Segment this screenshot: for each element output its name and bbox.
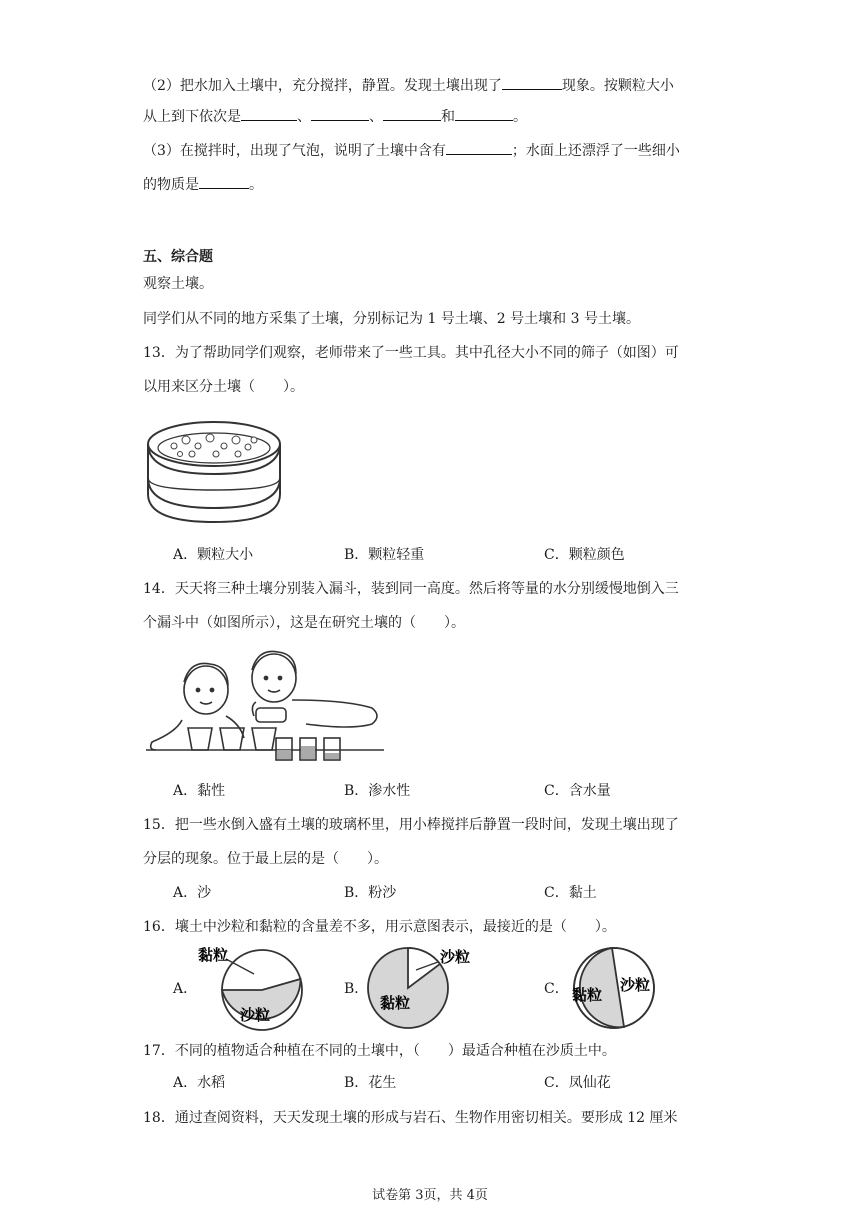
answer-blank[interactable] [199,174,249,189]
answer-blank[interactable] [311,106,369,121]
answer-blank[interactable] [502,75,562,90]
answer-blank[interactable] [241,106,297,121]
q15-line-1: 15．把一些水倒入盛有土壤的玻璃杯里，用小棒搅拌后静置一段时间，发现土壤出现了 [143,817,679,833]
q13-option-c[interactable]: C．颗粒颜色 [544,547,625,563]
pie-a-label-top: 黏粒 [198,946,229,964]
q16-option-c[interactable]: C． [544,981,569,997]
q3-text-c: 的物质是 [143,177,199,193]
separator: 、 [297,109,311,125]
q2-text-b: 现象。按颗粒大小 [561,78,674,94]
question-3-line-1 [143,140,680,161]
q14-option-b[interactable]: B．渗水性 [344,783,411,799]
section-title: 五、综合题 [143,249,213,265]
separator: 。 [513,109,527,125]
pie-c-label-right: 沙粒 [620,976,651,994]
q15-line-2: 分层的现象。位于最上层的是（ ）。 [143,851,388,867]
q17-line-1: 17．不同的植物适合种植在不同的土壤中，（ ）最适合种植在沙质土中。 [143,1043,616,1059]
q18-line-1: 18．通过查阅资料，天天发现土壤的形成与岩石、生物作用密切相关。要形成 12 厘米 [143,1110,678,1126]
page-footer: 试卷第 3页，共 4页 [372,1188,488,1203]
section-intro-2: 同学们从不同的地方采集了土壤，分别标记为 1 号土壤、2 号土壤和 3 号土壤。 [143,311,640,327]
q15-option-a[interactable]: A．沙 [173,885,212,901]
q2-text-a: （2）把水加入土壤中，充分搅拌，静置。发现土壤出现了 [143,78,502,94]
funnel-experiment-illustration [146,646,386,766]
q13-line-1: 13．为了帮助同学们观察，老师带来了一些工具。其中孔径大小不同的筛子（如图）可 [143,345,679,361]
pie-b-label-small: 沙粒 [440,948,471,966]
q15-option-b[interactable]: B．粉沙 [344,885,397,901]
separator: 、 [369,109,383,125]
pie-c-label-left: 黏粒 [572,986,603,1004]
question-2-line-2 [143,106,527,127]
q13-option-a[interactable]: A．颗粒大小 [173,547,254,563]
q14-line-2: 个漏斗中（如图所示），这是在研究土壤的（ ）。 [143,615,465,631]
q13-line-2: 以用来区分土壤（ ）。 [143,379,304,395]
q17-option-c[interactable]: C．凤仙花 [544,1075,611,1091]
pie-b-label-large: 黏粒 [380,994,411,1012]
sieve-illustration [144,416,284,524]
pie-a-label-bottom: 沙粒 [240,1006,271,1024]
answer-blank[interactable] [455,106,513,121]
q14-option-a[interactable]: A．黏性 [173,783,226,799]
q15-option-c[interactable]: C．黏土 [544,885,597,901]
q16-option-b[interactable]: B． [344,981,369,997]
answer-blank[interactable] [383,106,441,121]
q16-line-1: 16．壤土中沙粒和黏粒的含量差不多，用示意图表示，最接近的是（ ）。 [143,919,616,935]
separator: 和 [441,109,455,125]
q3-text-a: （3）在搅拌时，出现了气泡，说明了土壤中含有 [143,143,446,159]
q2-text-c: 从上到下依次是 [143,109,241,125]
q14-option-c[interactable]: C．含水量 [544,783,611,799]
q17-option-a[interactable]: A．水稻 [173,1075,226,1091]
answer-blank[interactable] [446,140,512,155]
q16-option-a[interactable]: A． [173,981,198,997]
q13-option-b[interactable]: B．颗粒轻重 [344,547,425,563]
pie-diagram-c[interactable] [566,940,666,1032]
pie-diagram-b[interactable] [366,940,486,1032]
separator: 。 [249,177,263,193]
question-3-line-2 [143,174,263,195]
question-2-line-1 [143,75,674,96]
pie-diagram-a[interactable] [196,940,306,1032]
q14-line-1: 14．天天将三种土壤分别装入漏斗，装到同一高度。然后将等量的水分别缓慢地倒入三 [143,581,679,597]
q17-option-b[interactable]: B．花生 [344,1075,397,1091]
q3-text-b: ；水面上还漂浮了一些细小 [511,143,680,159]
section-intro-1: 观察土壤。 [143,276,213,292]
